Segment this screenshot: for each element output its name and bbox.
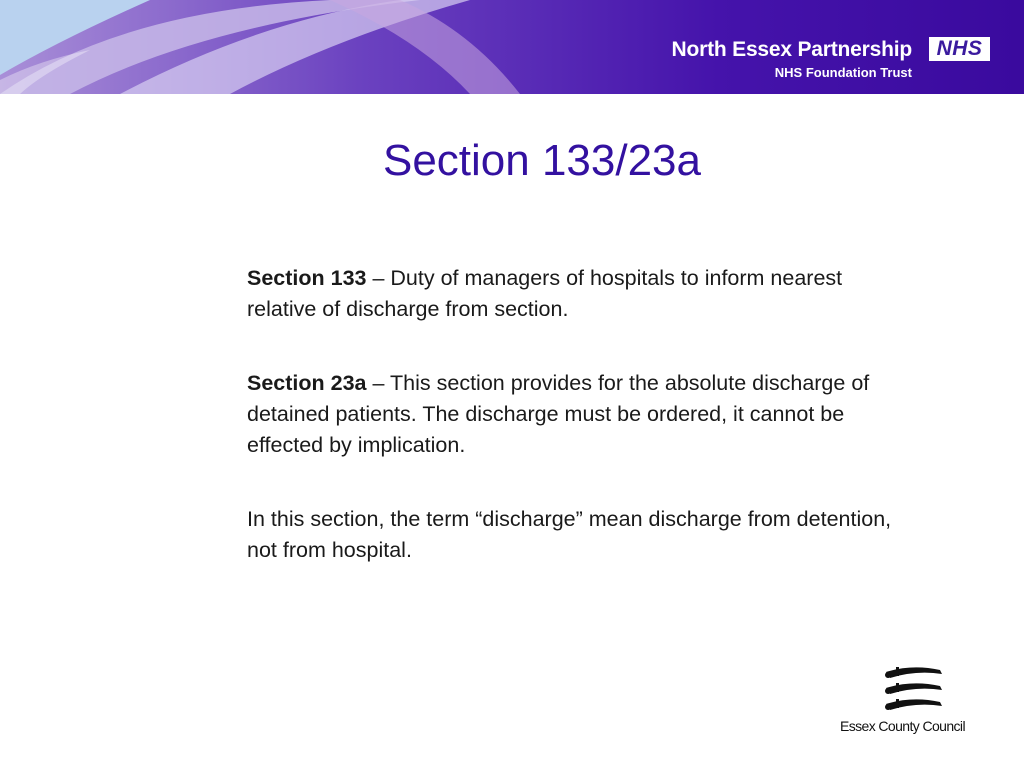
paragraph-text: – Duty of managers of hospitals to inform nearest relative of discharge from section. [247,266,843,321]
slide-title: Section 133/23a [382,136,702,185]
paragraph-section-23a [247,368,917,461]
org-subtitle: NHS Foundation Trust [774,65,912,80]
paragraph-section-133 [247,263,917,325]
council-name: Essex County Council [840,718,965,734]
paragraph-text: – This section provides for the absolute discharge of detained patients. The discharge must be ordered, it cannot be effected by implication. [247,371,870,457]
paragraph-discharge-note [247,504,917,566]
paragraph-heading: Section 23a [247,371,367,395]
org-name: North Essex Partnership [671,38,912,61]
paragraph-text: In this section, the term “discharge” mean discharge from detention, not from hospital. [247,507,892,562]
header-banner [0,0,1024,94]
three-seaxes-icon [882,664,946,714]
council-logo [838,662,998,742]
nhs-logo: NHS [929,37,990,61]
paragraph-heading: Section 133 [247,266,367,290]
slide-body [247,263,917,609]
